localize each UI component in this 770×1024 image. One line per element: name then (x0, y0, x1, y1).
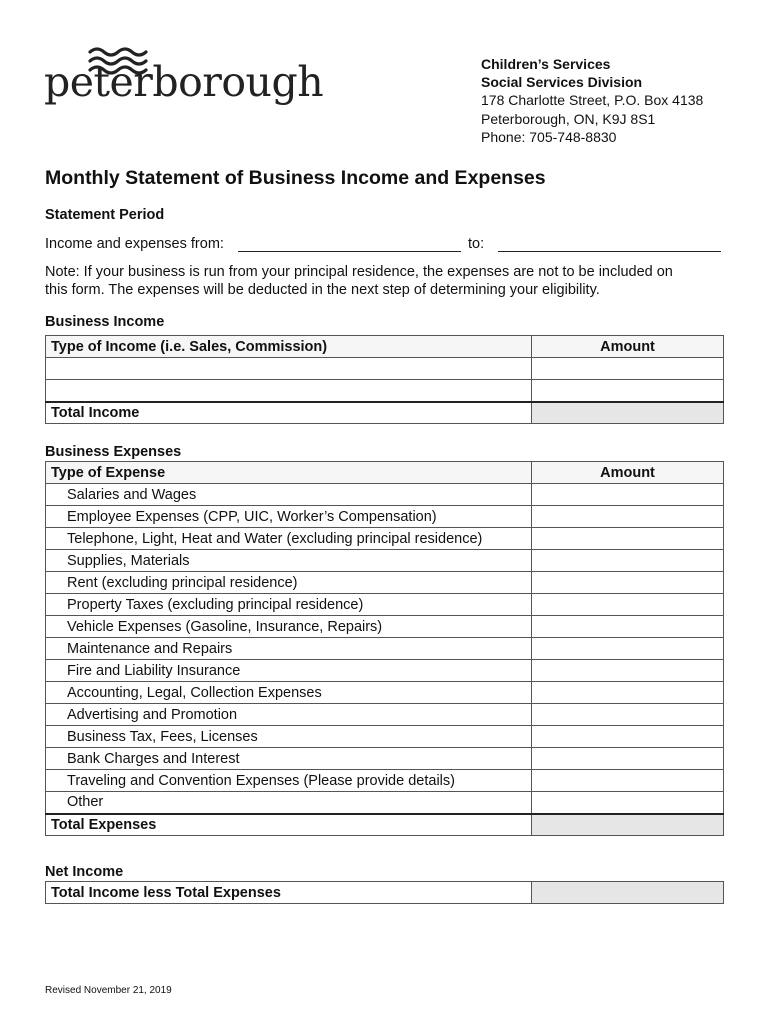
business-expenses-heading: Business Expenses (45, 444, 182, 460)
total-income-label: Total Income (46, 402, 532, 424)
expense-label: Salaries and Wages (46, 484, 532, 506)
expense-amount-cell[interactable] (532, 528, 724, 550)
expense-amount-cell[interactable] (532, 770, 724, 792)
net-income-label: Total Income less Total Expenses (46, 882, 532, 904)
expense-amount-cell[interactable] (532, 550, 724, 572)
expense-row (46, 550, 724, 572)
to-label: to: (468, 236, 485, 252)
income-header-row (46, 336, 724, 358)
net-income-amount[interactable] (532, 882, 724, 904)
expenses-table (45, 461, 724, 836)
expense-row (46, 638, 724, 660)
total-expenses-row (46, 814, 724, 836)
expense-amount-cell[interactable] (532, 572, 724, 594)
expense-row (46, 682, 724, 704)
expense-row (46, 704, 724, 726)
income-table (45, 335, 724, 424)
page-title: Monthly Statement of Business Income and Expenses (45, 167, 546, 189)
net-income-table (45, 881, 724, 904)
income-amount-cell[interactable] (532, 358, 724, 380)
expense-amount-cell[interactable] (532, 506, 724, 528)
expense-amount-cell[interactable] (532, 638, 724, 660)
expense-label: Advertising and Promotion (46, 704, 532, 726)
expense-row (46, 770, 724, 792)
expense-label: Rent (excluding principal residence) (46, 572, 532, 594)
income-type-header: Type of Income (i.e. Sales, Commission) (46, 336, 532, 358)
expense-label: Telephone, Light, Heat and Water (excluding principal residence) (46, 528, 532, 550)
expense-label: Fire and Liability Insurance (46, 660, 532, 682)
income-row (46, 380, 724, 402)
expense-amount-header: Amount (532, 462, 724, 484)
income-amount-cell[interactable] (532, 380, 724, 402)
income-type-cell[interactable] (46, 358, 532, 380)
expense-label: Supplies, Materials (46, 550, 532, 572)
total-expenses-label: Total Expenses (46, 814, 532, 836)
expense-amount-cell[interactable] (532, 484, 724, 506)
expense-row (46, 528, 724, 550)
expense-row (46, 660, 724, 682)
expense-row (46, 616, 724, 638)
net-income-row (46, 882, 724, 904)
street-address: 178 Charlotte Street, P.O. Box 4138 (481, 92, 704, 109)
expense-header-row (46, 462, 724, 484)
income-type-cell[interactable] (46, 380, 532, 402)
expense-label: Maintenance and Repairs (46, 638, 532, 660)
expense-row (46, 792, 724, 814)
statement-period-heading: Statement Period (45, 207, 165, 223)
expense-amount-cell[interactable] (532, 792, 724, 814)
income-row (46, 358, 724, 380)
note-line-1: Note: If your business is run from your principal residence, the expenses are not to be included on (45, 264, 673, 280)
expense-type-header: Type of Expense (46, 462, 532, 484)
expense-amount-cell[interactable] (532, 726, 724, 748)
total-income-row (46, 402, 724, 424)
business-income-heading: Business Income (45, 314, 165, 330)
from-label: Income and expenses from: (45, 236, 224, 252)
division-name: Social Services Division (481, 74, 643, 91)
expense-amount-cell[interactable] (532, 748, 724, 770)
expense-amount-cell[interactable] (532, 616, 724, 638)
expense-amount-cell[interactable] (532, 594, 724, 616)
expense-label: Business Tax, Fees, Licenses (46, 726, 532, 748)
expense-row (46, 726, 724, 748)
revision-date: Revised November 21, 2019 (45, 985, 172, 996)
income-amount-header: Amount (532, 336, 724, 358)
expense-label: Bank Charges and Interest (46, 748, 532, 770)
expense-label: Other (46, 792, 532, 814)
total-income-amount[interactable] (532, 402, 724, 424)
contact-block (481, 55, 703, 146)
department-name: Children’s Services (481, 56, 611, 72)
total-expenses-amount[interactable] (532, 814, 724, 836)
net-income-heading: Net Income (45, 864, 124, 880)
expense-label: Employee Expenses (CPP, UIC, Worker’s Compensation) (46, 506, 532, 528)
expense-amount-cell[interactable] (532, 660, 724, 682)
expense-amount-cell[interactable] (532, 682, 724, 704)
expense-row (46, 594, 724, 616)
expense-label: Accounting, Legal, Collection Expenses (46, 682, 532, 704)
logo-wordmark: peterborough (44, 58, 324, 106)
to-date-field[interactable] (498, 251, 721, 252)
expense-label: Property Taxes (excluding principal residence) (46, 594, 532, 616)
expense-row (46, 572, 724, 594)
city-address: Peterborough, ON, K9J 8S1 (481, 110, 656, 127)
note-line-2: this form. The expenses will be deducted in the next step of determining your eligibility. (45, 282, 600, 298)
expense-label: Traveling and Convention Expenses (Please provide details) (46, 770, 532, 792)
expense-row (46, 506, 724, 528)
phone-number: Phone: 705-748-8830 (481, 128, 617, 145)
from-date-field[interactable] (238, 251, 461, 252)
expense-row (46, 484, 724, 506)
expense-label: Vehicle Expenses (Gasoline, Insurance, Repairs) (46, 616, 532, 638)
expense-row (46, 748, 724, 770)
expense-amount-cell[interactable] (532, 704, 724, 726)
